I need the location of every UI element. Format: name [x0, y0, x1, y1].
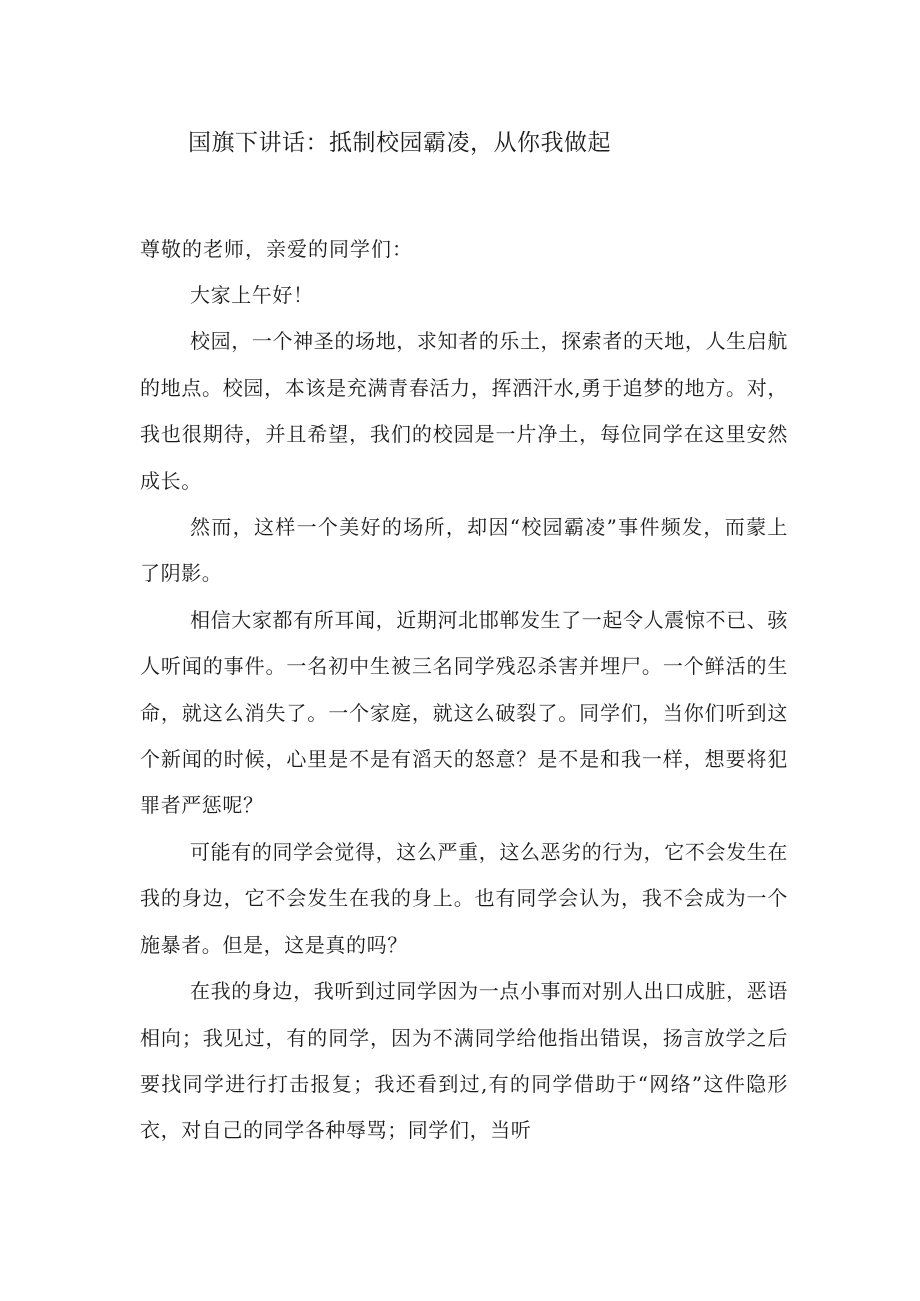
paragraph-greeting: 大家上午好！: [190, 283, 314, 307]
paragraph-shadow: 然而，这样一个美好的场所，却因“校园霸凌”事件频发，而蒙上了阴影。: [140, 515, 788, 586]
paragraph-question: 可能有的同学会觉得，这么严重，这么恶劣的行为，它不会发生在我的身边，它不会发生在我的身上。也有同学会认为，我不会成为一个施暴者。但是，这是真的吗？: [140, 839, 788, 957]
document-title: 国旗下讲话：抵制校园霸凌，从你我做起: [188, 130, 611, 156]
document-body: [140, 226, 788, 1154]
salutation: 尊敬的老师，亲爱的同学们：: [140, 237, 413, 261]
paragraph-campus: 校园，一个神圣的场地，求知者的乐土，探索者的天地，人生启航的地点。校园，本该是充满青春活力，挥洒汗水,勇于追梦的地方。对，我也很期待，并且希望，我们的校园是一片净土，每位同学在这里安然成长。: [140, 329, 788, 493]
paragraph-examples: 在我的身边，我听到过同学因为一点小事而对别人出口成脏，恶语相向；我见过，有的同学，因为不满同学给他指出错误，扬言放学之后要找同学进行打击报复；我还看到过,有的同学借助于“网络”这件隐形衣，对自己的同学各种辱骂；同学们，当听: [140, 979, 788, 1143]
paragraph-incident: 相信大家都有所耳闻，近期河北邯郸发生了一起令人震惊不已、骇人听闻的事件。一名初中生被三名同学残忍杀害并埋尸。一个鲜活的生命，就这么消失了。一个家庭，就这么破裂了。同学们，当你们听到这个新闻的时候，心里是不是有滔天的怒意？是不是和我一样，想要将犯罪者严惩呢？: [140, 607, 788, 818]
